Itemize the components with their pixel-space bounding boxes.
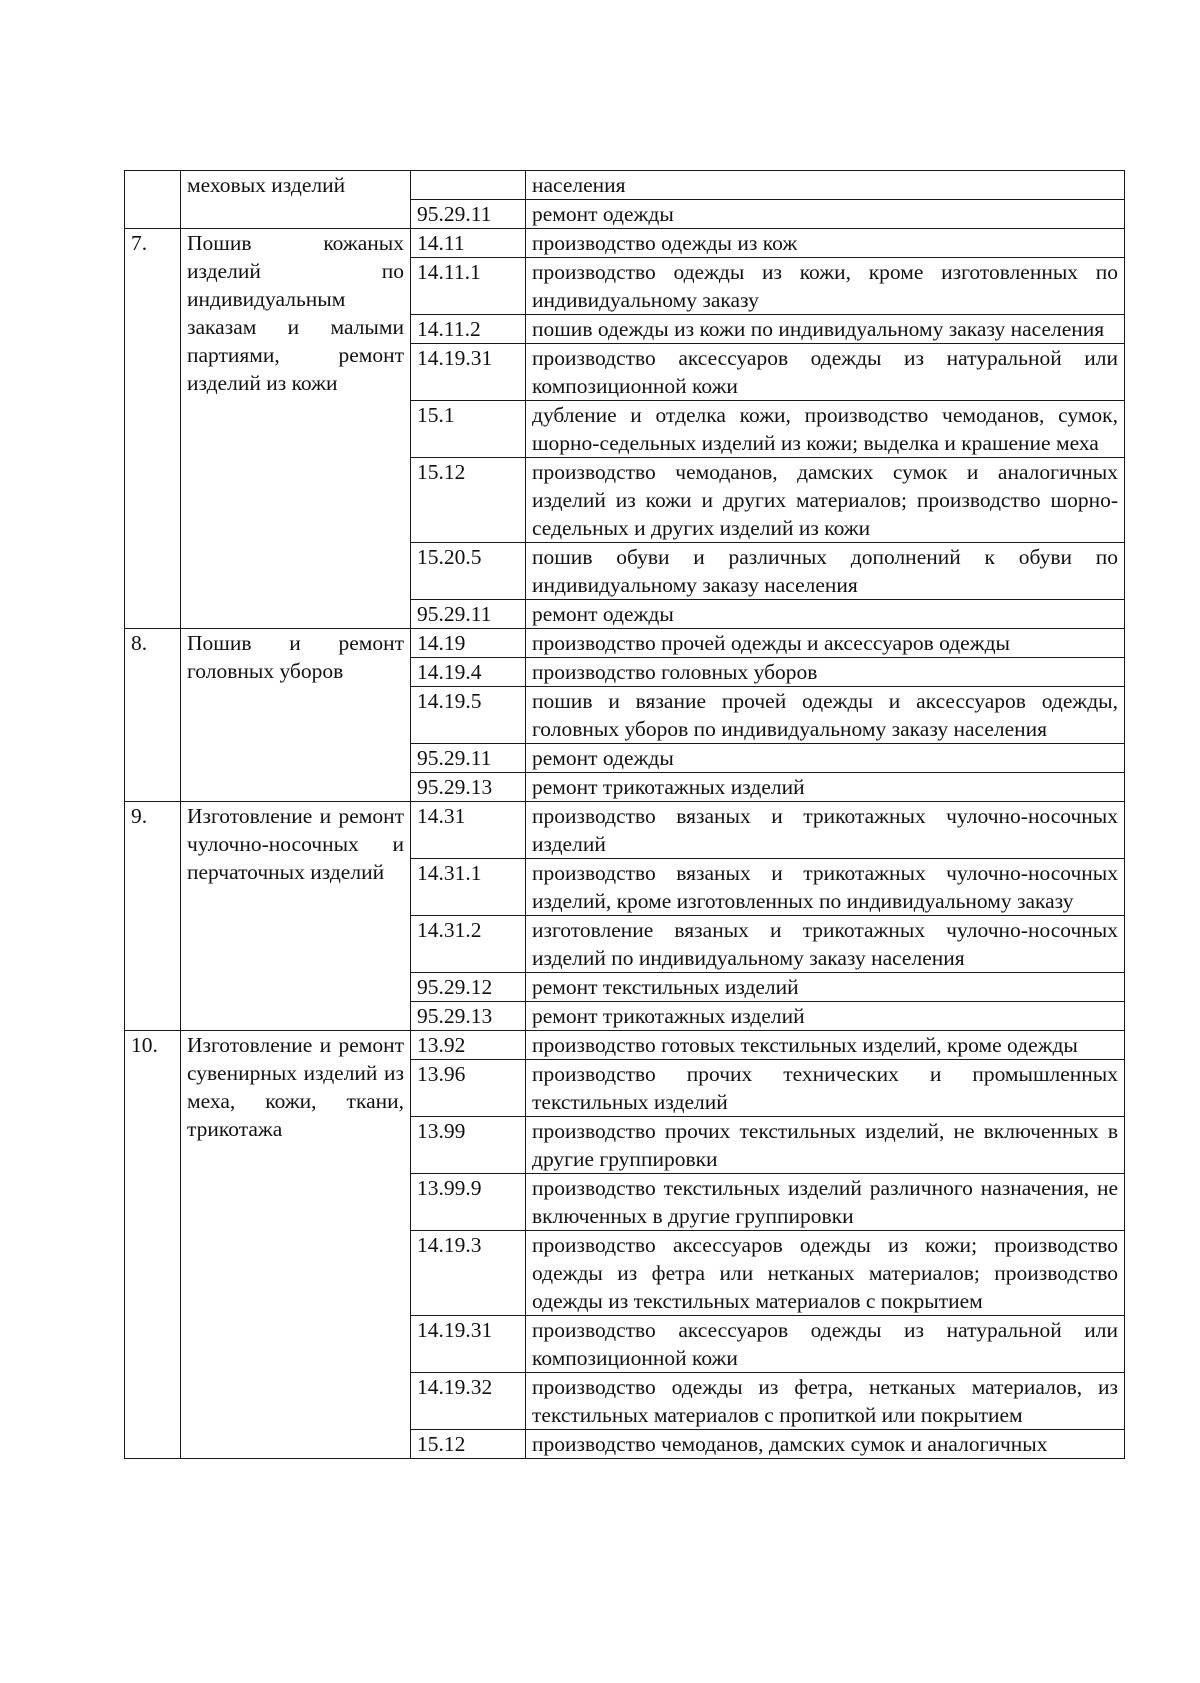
okved-description: производство прочей одежды и аксессуаров одежды xyxy=(526,629,1125,658)
activity-codes-table xyxy=(124,170,1125,1459)
okved-description: производство чемоданов, дамских сумок и аналогичных xyxy=(526,1430,1125,1459)
okved-description: производство аксессуаров одежды из натуральной или композиционной кожи xyxy=(526,344,1125,401)
okved-description: производство вязаных и трикотажных чулочно-носочных изделий xyxy=(526,802,1125,859)
okved-description: производство вязаных и трикотажных чулочно-носочных изделий, кроме изготовленных по индивидуальному заказу xyxy=(526,859,1125,916)
okved-code: 95.29.13 xyxy=(411,773,526,802)
okved-code: 14.19 xyxy=(411,629,526,658)
okved-code: 14.11.1 xyxy=(411,258,526,315)
item-number: 10. xyxy=(125,1031,181,1459)
table-row xyxy=(125,1031,1125,1060)
okved-code: 13.99 xyxy=(411,1117,526,1174)
okved-description: производство одежды из фетра, нетканых материалов, из текстильных материалов с пропиткой или покрытием xyxy=(526,1373,1125,1430)
item-number: 7. xyxy=(125,229,181,629)
okved-description: производство текстильных изделий различного назначения, не включенных в другие группировки xyxy=(526,1174,1125,1231)
okved-description: ремонт текстильных изделий xyxy=(526,973,1125,1002)
okved-description: производство готовых текстильных изделий, кроме одежды xyxy=(526,1031,1125,1060)
okved-description: пошив обуви и различных дополнений к обуви по индивидуальному заказу населения xyxy=(526,543,1125,600)
okved-code: 95.29.11 xyxy=(411,600,526,629)
item-number: 8. xyxy=(125,629,181,802)
okved-code: 95.29.11 xyxy=(411,200,526,229)
table-body xyxy=(125,171,1125,1459)
okved-description: населения xyxy=(526,171,1125,200)
okved-description: производство аксессуаров одежды из кожи; производство одежды из фетра или нетканых материалов; производство одежды из текстильных материалов с покрытием xyxy=(526,1231,1125,1316)
okved-description: ремонт трикотажных изделий xyxy=(526,1002,1125,1031)
okved-code: 95.29.11 xyxy=(411,744,526,773)
okved-code: 14.11.2 xyxy=(411,315,526,344)
service-name: Изготовление и ремонт чулочно-носочных и перчаточных изделий xyxy=(181,802,411,1031)
okved-code xyxy=(411,171,526,200)
okved-code: 15.12 xyxy=(411,458,526,543)
service-name: Пошив кожаных изделий по индивидуальным заказам и малыми партиями, ремонт изделий из кожи xyxy=(181,229,411,629)
okved-code: 14.11 xyxy=(411,229,526,258)
okved-description: пошив одежды из кожи по индивидуальному заказу населения xyxy=(526,315,1125,344)
okved-description: производство одежды из кож xyxy=(526,229,1125,258)
okved-code: 14.19.3 xyxy=(411,1231,526,1316)
table-row xyxy=(125,229,1125,258)
okved-description: производство одежды из кожи, кроме изготовленных по индивидуальному заказу xyxy=(526,258,1125,315)
okved-code: 14.19.5 xyxy=(411,687,526,744)
okved-code: 13.99.9 xyxy=(411,1174,526,1231)
okved-description: ремонт трикотажных изделий xyxy=(526,773,1125,802)
okved-code: 13.96 xyxy=(411,1060,526,1117)
okved-description: производство головных уборов xyxy=(526,658,1125,687)
okved-description: производство чемоданов, дамских сумок и аналогичных изделий из кожи и других материалов; производство шорно-седельных и других изделий из кожи xyxy=(526,458,1125,543)
okved-description: пошив и вязание прочей одежды и аксессуаров одежды, головных уборов по индивидуальному заказу населения xyxy=(526,687,1125,744)
okved-description: ремонт одежды xyxy=(526,200,1125,229)
table-row xyxy=(125,629,1125,658)
table-row xyxy=(125,171,1125,200)
okved-code: 15.20.5 xyxy=(411,543,526,600)
okved-code: 14.31.1 xyxy=(411,859,526,916)
okved-code: 14.19.32 xyxy=(411,1373,526,1430)
okved-code: 95.29.13 xyxy=(411,1002,526,1031)
okved-description: ремонт одежды xyxy=(526,744,1125,773)
table-row xyxy=(125,802,1125,859)
okved-description: изготовление вязаных и трикотажных чулочно-носочных изделий по индивидуальному заказу населения xyxy=(526,916,1125,973)
okved-code: 13.92 xyxy=(411,1031,526,1060)
item-number xyxy=(125,171,181,229)
okved-code: 14.19.4 xyxy=(411,658,526,687)
okved-description: производство аксессуаров одежды из натуральной или композиционной кожи xyxy=(526,1316,1125,1373)
service-name: меховых изделий xyxy=(181,171,411,229)
okved-code: 95.29.12 xyxy=(411,973,526,1002)
okved-code: 14.31.2 xyxy=(411,916,526,973)
service-name: Пошив и ремонт головных уборов xyxy=(181,629,411,802)
service-name: Изготовление и ремонт сувенирных изделий из меха, кожи, ткани, трикотажа xyxy=(181,1031,411,1459)
okved-description: производство прочих текстильных изделий, не включенных в другие группировки xyxy=(526,1117,1125,1174)
item-number: 9. xyxy=(125,802,181,1031)
okved-code: 14.19.31 xyxy=(411,344,526,401)
okved-description: производство прочих технических и промышленных текстильных изделий xyxy=(526,1060,1125,1117)
okved-code: 14.19.31 xyxy=(411,1316,526,1373)
okved-code: 15.1 xyxy=(411,401,526,458)
okved-description: ремонт одежды xyxy=(526,600,1125,629)
okved-code: 14.31 xyxy=(411,802,526,859)
okved-code: 15.12 xyxy=(411,1430,526,1459)
okved-description: дубление и отделка кожи, производство чемоданов, сумок, шорно-седельных изделий из кожи; выделка и крашение меха xyxy=(526,401,1125,458)
